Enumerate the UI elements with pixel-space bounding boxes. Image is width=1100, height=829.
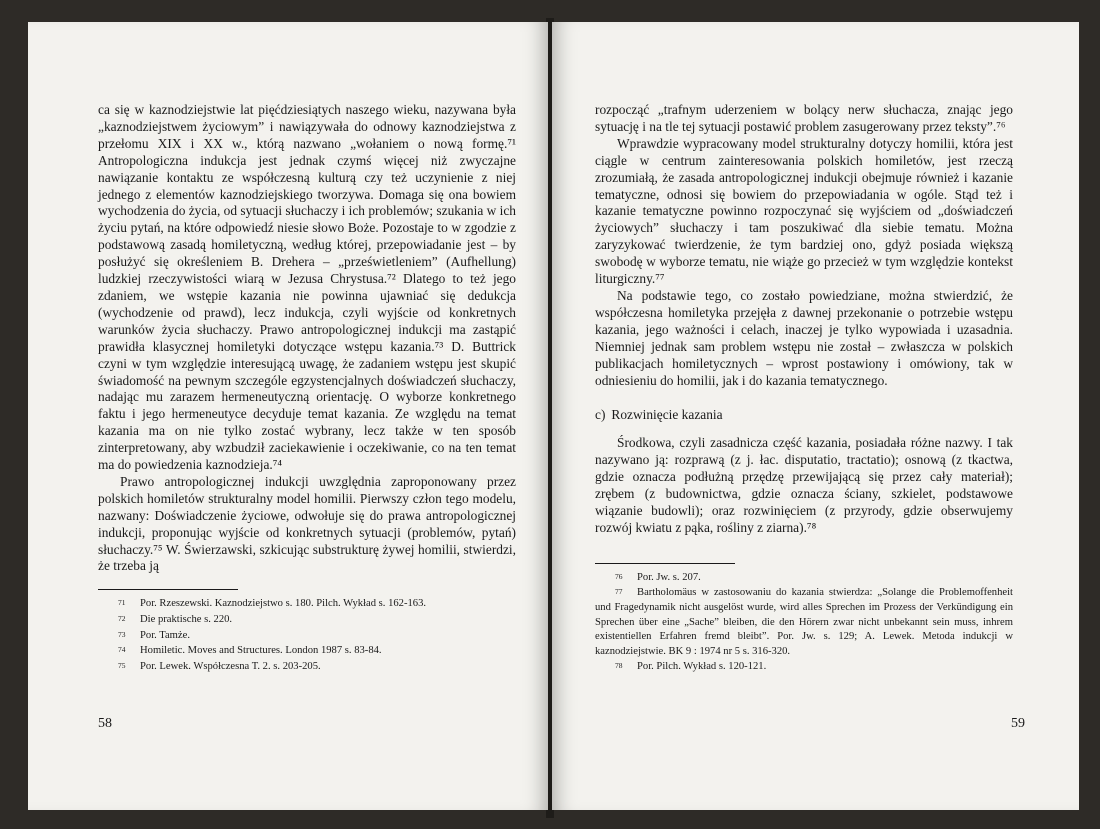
footnote-text: Por. Pilch. Wykład s. 120-121. — [637, 661, 767, 673]
section-heading-text: Rozwinięcie kazania — [611, 407, 723, 423]
footnote-number: 73 — [118, 629, 126, 639]
footnote — [98, 659, 516, 675]
footnote-text: Por. Lewek. Współczesna T. 2. s. 203-205. — [140, 660, 321, 672]
section-heading — [595, 406, 1013, 423]
page-number-left: 58 — [98, 716, 112, 731]
footnote-number: 75 — [118, 660, 126, 670]
left-paragraph-2: Prawo antropologicznej indukcji uwzględnia zaproponowany przez polskich homiletów strukturalny model homilii. Pierwszy człon tego modelu, nazwany: Doświadczenie życiowe, odwołuje się do prawa antropologicznej indukcji, proponując wyjście od konkretnych sytuacji (problemów, pytań) słuchaczy.⁷⁵ W. Świerzawski, szkicując substrukturę żywej homilii, stwierdzi, że trzeba ją — [98, 473, 516, 574]
footnote-number: 72 — [118, 613, 126, 623]
footnote — [595, 659, 1013, 675]
footnote-number: 78 — [615, 661, 623, 671]
left-page — [28, 22, 548, 810]
footnote-number: 77 — [615, 587, 623, 597]
footnote-number: 76 — [615, 571, 623, 581]
footnote-rule — [595, 563, 735, 564]
right-paragraph-2: Wprawdzie wypracowany model strukturalny dotyczy homilii, która jest ciągle w centrum zainteresowania polskich homiletów, jest rzeczą zrozumiałą, że zasada antropologicznej indukcji obejmuje również i kazanie tematyczne, odnosi się bowiem do przepowiadania w ogóle. Stąd też i kazanie tematyczne powinno rozpoczynać się wyjściem od „doświadczeń życiowych” słuchaczy i tam poszukiwać dla siebie tematu. Można zaryzykować twierdzenie, że tym bardziej ono, gdyż posiada większą swobodę w wyborze tematu, nie wiąże go przecież w tym względzie kontekst liturgiczny.⁷⁷ — [595, 135, 1013, 287]
footnote — [595, 585, 1013, 659]
footnote-number: 74 — [118, 645, 126, 655]
footnote-text: Por. Jw. s. 207. — [637, 571, 701, 583]
right-text-column — [595, 102, 1013, 675]
footnote — [98, 643, 516, 659]
footnote-text: Por. Rzeszewski. Kaznodziejstwo s. 180. Pilch. Wykład s. 162-163. — [140, 598, 427, 610]
footnote — [98, 612, 516, 628]
footnote — [595, 570, 1013, 586]
footnote-text: Homiletic. Moves and Structures. London 1987 s. 83-84. — [140, 645, 382, 657]
page-number-right: 59 — [1011, 716, 1025, 731]
section-heading-number: c) — [595, 407, 606, 423]
right-page — [552, 22, 1079, 810]
footnote-rule — [98, 589, 238, 590]
footnote — [98, 596, 516, 612]
footnote — [98, 628, 516, 644]
right-paragraph-1: rozpocząć „trafnym uderzeniem w bolący nerw słuchacza, znając jego sytuację i na tle tej sytuacji postawić problem zasugerowany przez teksty”.⁷⁶ — [595, 102, 1013, 134]
footnote-number: 71 — [118, 598, 126, 608]
footnote-text: Por. Tamże. — [140, 629, 190, 641]
footnote-text: Bartholomäus w zastosowaniu do kazania stwierdza: „Solange die Problemoffenheit und Fragedynamik nicht ausgelöst wurde, wird alles Sprechen im Prozess der Verkündigung ein Sprechen über eine „Sache” bleiben, die den Hörern zwar nicht unbekannt sein muss, inhrem existentiellen Erfahren fremd bleibt”. Por. Jw. s. 129; A. Lewek. Metoda indukcji w kaznodziejstwie. BK 9 : 1974 nr 5 s. 316-320. — [595, 587, 1013, 657]
right-paragraph-4: Środkowa, czyli zasadnicza część kazania, posiadała różne nazwy. I tak nazywano ją: rozprawą (z j. łac. disputatio, tractatio); osnową (z tkactwa, gdzie oznacza podłużną przędzę przewijającą się przez cały materiał); zrębem (z budownictwa, gdzie oznacza ściany, szkielet, podstawowe wiązanie budowli); oraz rozwinięciem (z przyrody, gdzie obserwujemy rozwój kwiatu z pąka, rośliny z ziarna).⁷⁸ — [595, 435, 1013, 535]
footnote-text: Die praktische s. 220. — [140, 613, 233, 625]
left-paragraph-1: ca się w kaznodziejstwie lat pięćdziesiątych naszego wieku, nazywana była „kaznodziejstwem życiowym” i nawiązywała do odnowy kaznodziejstwa z przełomu XIX i XX w., którą nazwano „wołaniem o nową formę.⁷¹ Antropologiczna indukcja jest jednak czymś więcej niż zwyczajne nawiązanie kontaktu ze współczesną kulturą czy też uczynienie z niej jednego z elementów kaznodziejskiego tworzywa. Domaga się ona bowiem wychodzenia do życia, od sytuacji słuchaczy i ich problemów; szukania w ich życiu pytań, na które odpowiedź niesie słowo Boże. Pozostaje to w zgodzie z podstawową zasadą homiletyczną, według której, przepowiadanie jest – by posłużyć się określeniem B. Drehera – „prześwietleniem” (Aufhellung) ludzkiej rzeczywistości wiarą w Jezusa Chrystusa.⁷² Dlatego to też jego zdaniem, we wstępie kazania nie powinna ujawniać się dedukcja (wychodzenie od prawd), lecz indukcja, czyli wyjście od konkretnych warunków życia słuchaczy. Prawo antropologicznej indukcji ma zastąpić prawidła klasycznej homiletyki dotyczące wstępu kazania.⁷³ D. Buttrick czyni w tym względzie interesującą uwagę, że zadaniem wstępu jest skupić świadomość na pewnym szczególe egzystencjalnych doświadczeń słuchaczy, nadając mu zarazem hermeneutyczną orientację. O wyborze konkretnego faktu i jego hermeneutyce decyduje temat kazania. Ze względu na temat kazania ma on nie tylko zostać wybrany, lecz także w ten sposób zinterpretowany, aby wzbudził zaciekawienie i oczekiwanie, co na ten temat ma do powiedzenia kaznodzieja.⁷⁴ — [98, 102, 516, 473]
left-text-column — [98, 102, 516, 674]
right-paragraph-3: Na podstawie tego, co zostało powiedziane, można stwierdzić, że współczesna homiletyka przejęła z dawnej przekonanie o potrzebie wstępu kazania, jego ważności i celach, inaczej je tylko wypowiada i uzasadnia. Niemniej jednak sam problem wstępu nie został – zwłaszcza w polskich publikacjach homiletycznych – wprost postawiony i omówiony, tak w odniesieniu do homilii, jak i do kazania tematycznego. — [595, 287, 1013, 388]
left-footnotes — [98, 596, 516, 674]
right-footnotes — [595, 570, 1013, 675]
